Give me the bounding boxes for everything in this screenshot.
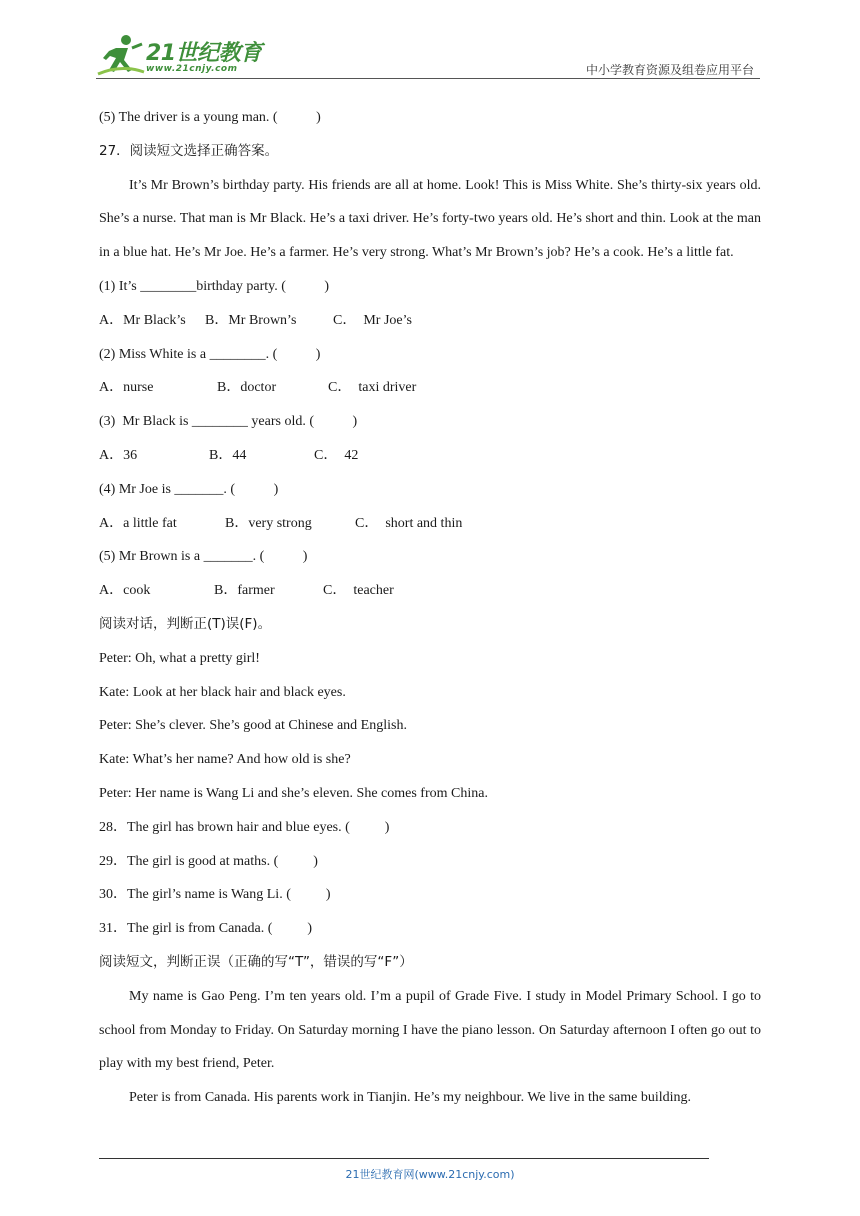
question-27-title: 27．阅读短文选择正确答案。: [99, 142, 279, 159]
option-b: B．farmer: [214, 583, 275, 599]
options-27-2: [99, 371, 761, 405]
options-27-3: [99, 439, 761, 473]
option-a: A．Mr Black’s: [99, 312, 186, 328]
option-b: B．very strong: [225, 515, 312, 531]
dialog-line-2: Kate: Look at her black hair and black eyes.: [99, 684, 346, 700]
dialog-line-3: Peter: She’s clever. She’s good at Chinese and English.: [99, 718, 407, 734]
logo-name: 21世纪教育: [146, 41, 262, 66]
dialog-title: 阅读对话，判断正(T)误(F)。: [99, 615, 272, 632]
question-27-4: (4) Mr Joe is _______. ( ): [99, 481, 279, 497]
option-b: B．doctor: [217, 380, 277, 396]
runner-logo-icon: [96, 34, 146, 78]
dialog-line-5: Peter: Her name is Wang Li and she’s eleven. She comes from China.: [99, 785, 488, 801]
footer-divider: [99, 1158, 709, 1159]
option-c: C． short and thin: [355, 515, 463, 531]
tf-title: 阅读短文，判断正误（正确的写“T”，错误的写“F”）: [99, 953, 413, 970]
question-30: 30．The girl’s name is Wang Li. ( ): [99, 887, 331, 903]
option-c: C． Mr Joe’s: [333, 312, 412, 328]
dialog-line-1: Peter: Oh, what a pretty girl!: [99, 650, 260, 666]
header-divider: [96, 78, 760, 79]
options-27-4: [99, 507, 761, 541]
option-b: B．44: [209, 447, 247, 463]
logo: [96, 34, 266, 78]
document-body: [99, 101, 761, 1115]
question-26-5: (5) The driver is a young man. ( ): [99, 110, 321, 125]
question-27-1: (1) It’s ________birthday party. ( ): [99, 278, 330, 294]
platform-label: 中小学教育资源及组卷应用平台: [585, 63, 754, 77]
option-b: B．Mr Brown’s: [205, 312, 297, 328]
option-c: C． taxi driver: [328, 380, 417, 396]
question-29: 29．The girl is good at maths. ( ): [99, 853, 318, 869]
options-27-5: [99, 574, 761, 608]
dialog-line-4: Kate: What’s her name? And how old is she?: [99, 752, 351, 768]
passage-paragraph-1: My name is Gao Peng. I’m ten years old. I’m a pupil of Grade Five. I study in Model Primary School. I go to school from Monday to Friday. On Saturday morning I have the piano lesson. On Saturday afternoon I often go out to play with my best friend, Peter.: [99, 988, 761, 1072]
option-c: C． 42: [314, 447, 359, 463]
option-a: A．36: [99, 447, 138, 463]
option-c: C． teacher: [323, 583, 394, 599]
question-31: 31．The girl is from Canada. ( ): [99, 921, 313, 937]
passage-paragraph-2: Peter is from Canada. His parents work in Tianjin. He’s my neighbour. We live in the same building.: [129, 1090, 692, 1106]
question-27-3: (3) Mr Black is ________ years old. ( ): [99, 414, 358, 430]
footer-text: 21世纪教育网(www.21cnjy.com): [345, 1168, 515, 1181]
logo-url: www.21cnjy.com: [146, 64, 238, 74]
question-28: 28．The girl has brown hair and blue eyes. ( ): [99, 819, 390, 835]
question-27-passage: It’s Mr Brown’s birthday party. His friends are all at home. Look! This is Miss White. She’s thirty-six years old. She’s a nurse. That man is Mr Black. He’s a taxi driver. He’s forty-two years old. He’s short and thin. Look at the man in a blue hat. He’s Mr Joe. He’s a farmer. He’s very strong. What’s Mr Brown’s job? He’s a cook. He’s a little fat.: [99, 177, 761, 261]
page-header: [96, 30, 760, 82]
option-a: A．nurse: [99, 380, 154, 396]
question-27-5: (5) Mr Brown is a _______. ( ): [99, 549, 308, 565]
question-27-2: (2) Miss White is a ________. ( ): [99, 346, 321, 362]
options-27-1: [99, 304, 761, 338]
option-a: A．cook: [99, 583, 151, 599]
option-a: A．a little fat: [99, 515, 177, 531]
